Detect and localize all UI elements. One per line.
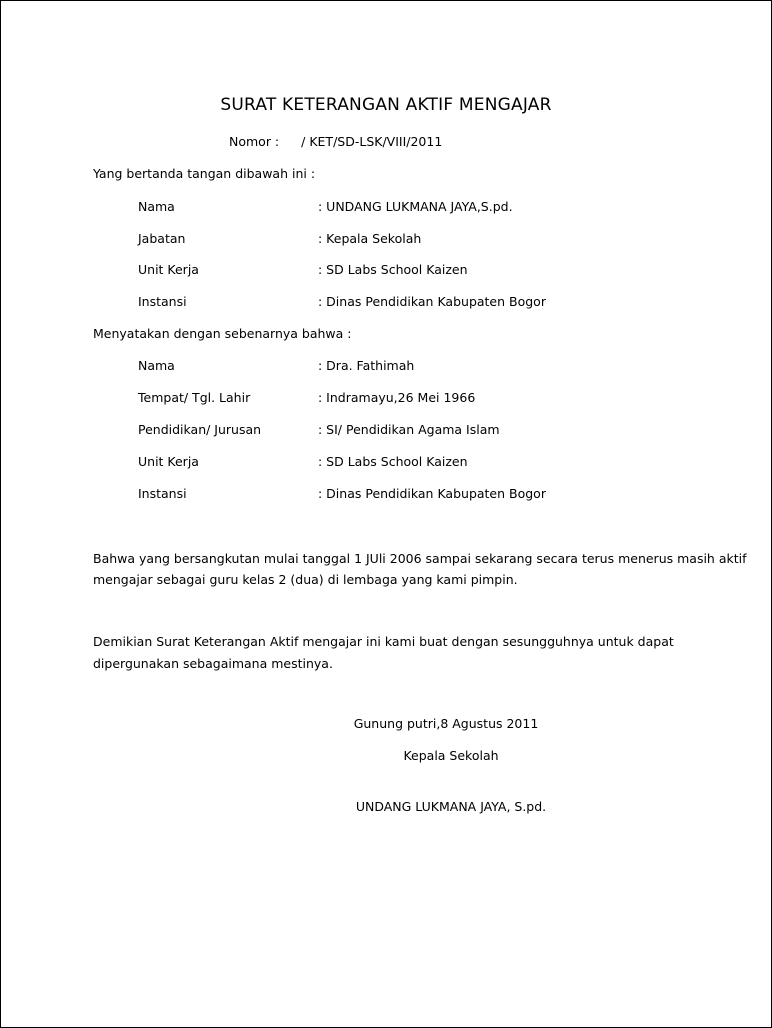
signer-position-label: Jabatan [138,231,186,246]
signer-unit-value: : SD Labs School Kaizen [318,262,468,277]
closing-line-2: dipergunakan sebagaimana mestinya. [93,656,333,671]
subject-education-label: Pendidikan/ Jurusan [138,422,262,437]
subject-unit-label: Unit Kerja [138,454,199,469]
subject-agency-value: : Dinas Pendidikan Kabupaten Bogor [318,486,546,501]
letter-number-value: / KET/SD-LSK/VIII/2011 [301,134,443,149]
subject-agency-label: Instansi [138,486,187,501]
subject-intro: Menyatakan dengan sebenarnya bahwa : [93,326,352,341]
letter-title: SURAT KETERANGAN AKTIF MENGAJAR [220,95,552,115]
subject-education-value: : SI/ Pendidikan Agama Islam [318,422,500,437]
statement-line-1: Bahwa yang bersangkutan mulai tanggal 1 JUli 2006 sampai sekarang secara terus menerus masih aktif [93,551,747,566]
signer-intro: Yang bertanda tangan dibawah ini : [93,166,316,181]
place-date: Gunung putri,8 Agustus 2011 [353,716,539,731]
signatory-name: UNDANG LUKMANA JAYA, S.pd. [355,799,547,814]
subject-birth-value: : Indramayu,26 Mei 1966 [318,390,476,405]
signatory-position: Kepala Sekolah [403,748,499,763]
signer-position-value: : Kepala Sekolah [318,231,422,246]
subject-name-value: : Dra. Fathimah [318,358,415,373]
signer-agency-value: : Dinas Pendidikan Kabupaten Bogor [318,294,546,309]
letter-number-label: Nomor : [229,134,280,149]
subject-name-label: Nama [138,358,175,373]
signer-agency-label: Instansi [138,294,187,309]
letter-number [229,134,442,149]
signer-name-value: : UNDANG LUKMANA JAYA,S.pd. [318,199,513,214]
closing-line-1: Demikian Surat Keterangan Aktif mengajar ini kami buat dengan sesungguhnya untuk dapat [93,634,674,649]
subject-unit-value: : SD Labs School Kaizen [318,454,468,469]
signer-name-label: Nama [138,199,175,214]
signer-unit-label: Unit Kerja [138,262,199,277]
statement-line-2: mengajar sebagai guru kelas 2 (dua) di lembaga yang kami pimpin. [93,572,518,587]
subject-birth-label: Tempat/ Tgl. Lahir [138,390,251,405]
